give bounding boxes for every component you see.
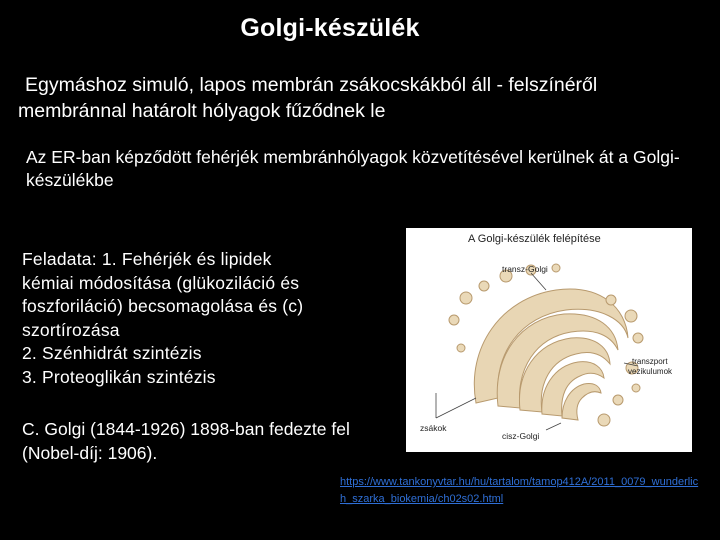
- function-line: 2. Szénhidrát szintézis: [22, 343, 202, 363]
- golgi-figure: [406, 228, 692, 452]
- label-transport-1: transzport: [632, 357, 668, 366]
- function-line: foszforiláció) becsomagolása és (c): [22, 296, 304, 316]
- function-list: [22, 248, 392, 389]
- function-line: Feladata: 1. Fehérjék és lipidek: [22, 249, 272, 269]
- discovery-text: [22, 417, 422, 465]
- function-line: szortírozása: [22, 319, 120, 340]
- discovery-line: (Nobel-díj: 1906).: [22, 443, 158, 463]
- slide-title: Golgi-készülék: [240, 14, 420, 42]
- golgi-stack: [474, 289, 628, 420]
- function-line: kémiai módosítása (glükoziláció és: [22, 272, 300, 293]
- label-sacs: zsákok: [420, 423, 447, 433]
- source-link[interactable]: https://www.tankonyvtar.hu/hu/tartalom/tamop412A/2011_0079_wunderlich_szarka_biokemia/ch02s02.html: [340, 476, 699, 505]
- transport-paragraph: Az ER-ban képződött fehérjék membránhólyagok közvetítésével kerülnek át a Golgi-készülékbe: [26, 147, 680, 190]
- structure-paragraph: Egymáshoz simuló, lapos membrán zsákocskákból áll - felszínéről membránnal határolt hólyagok fűződnek le: [18, 74, 598, 122]
- figure-title: A Golgi-készülék felépítése: [468, 233, 601, 245]
- label-trans-golgi: transz-Golgi: [502, 264, 548, 274]
- label-transport-2: vezikulumok: [628, 367, 673, 376]
- function-line: 3. Proteoglikán szintézis: [22, 366, 216, 387]
- golgi-diagram: [406, 228, 692, 452]
- label-cis-golgi: cisz-Golgi: [502, 431, 540, 441]
- discovery-line: C. Golgi (1844-1926) 1898-ban fedezte fel: [22, 419, 350, 439]
